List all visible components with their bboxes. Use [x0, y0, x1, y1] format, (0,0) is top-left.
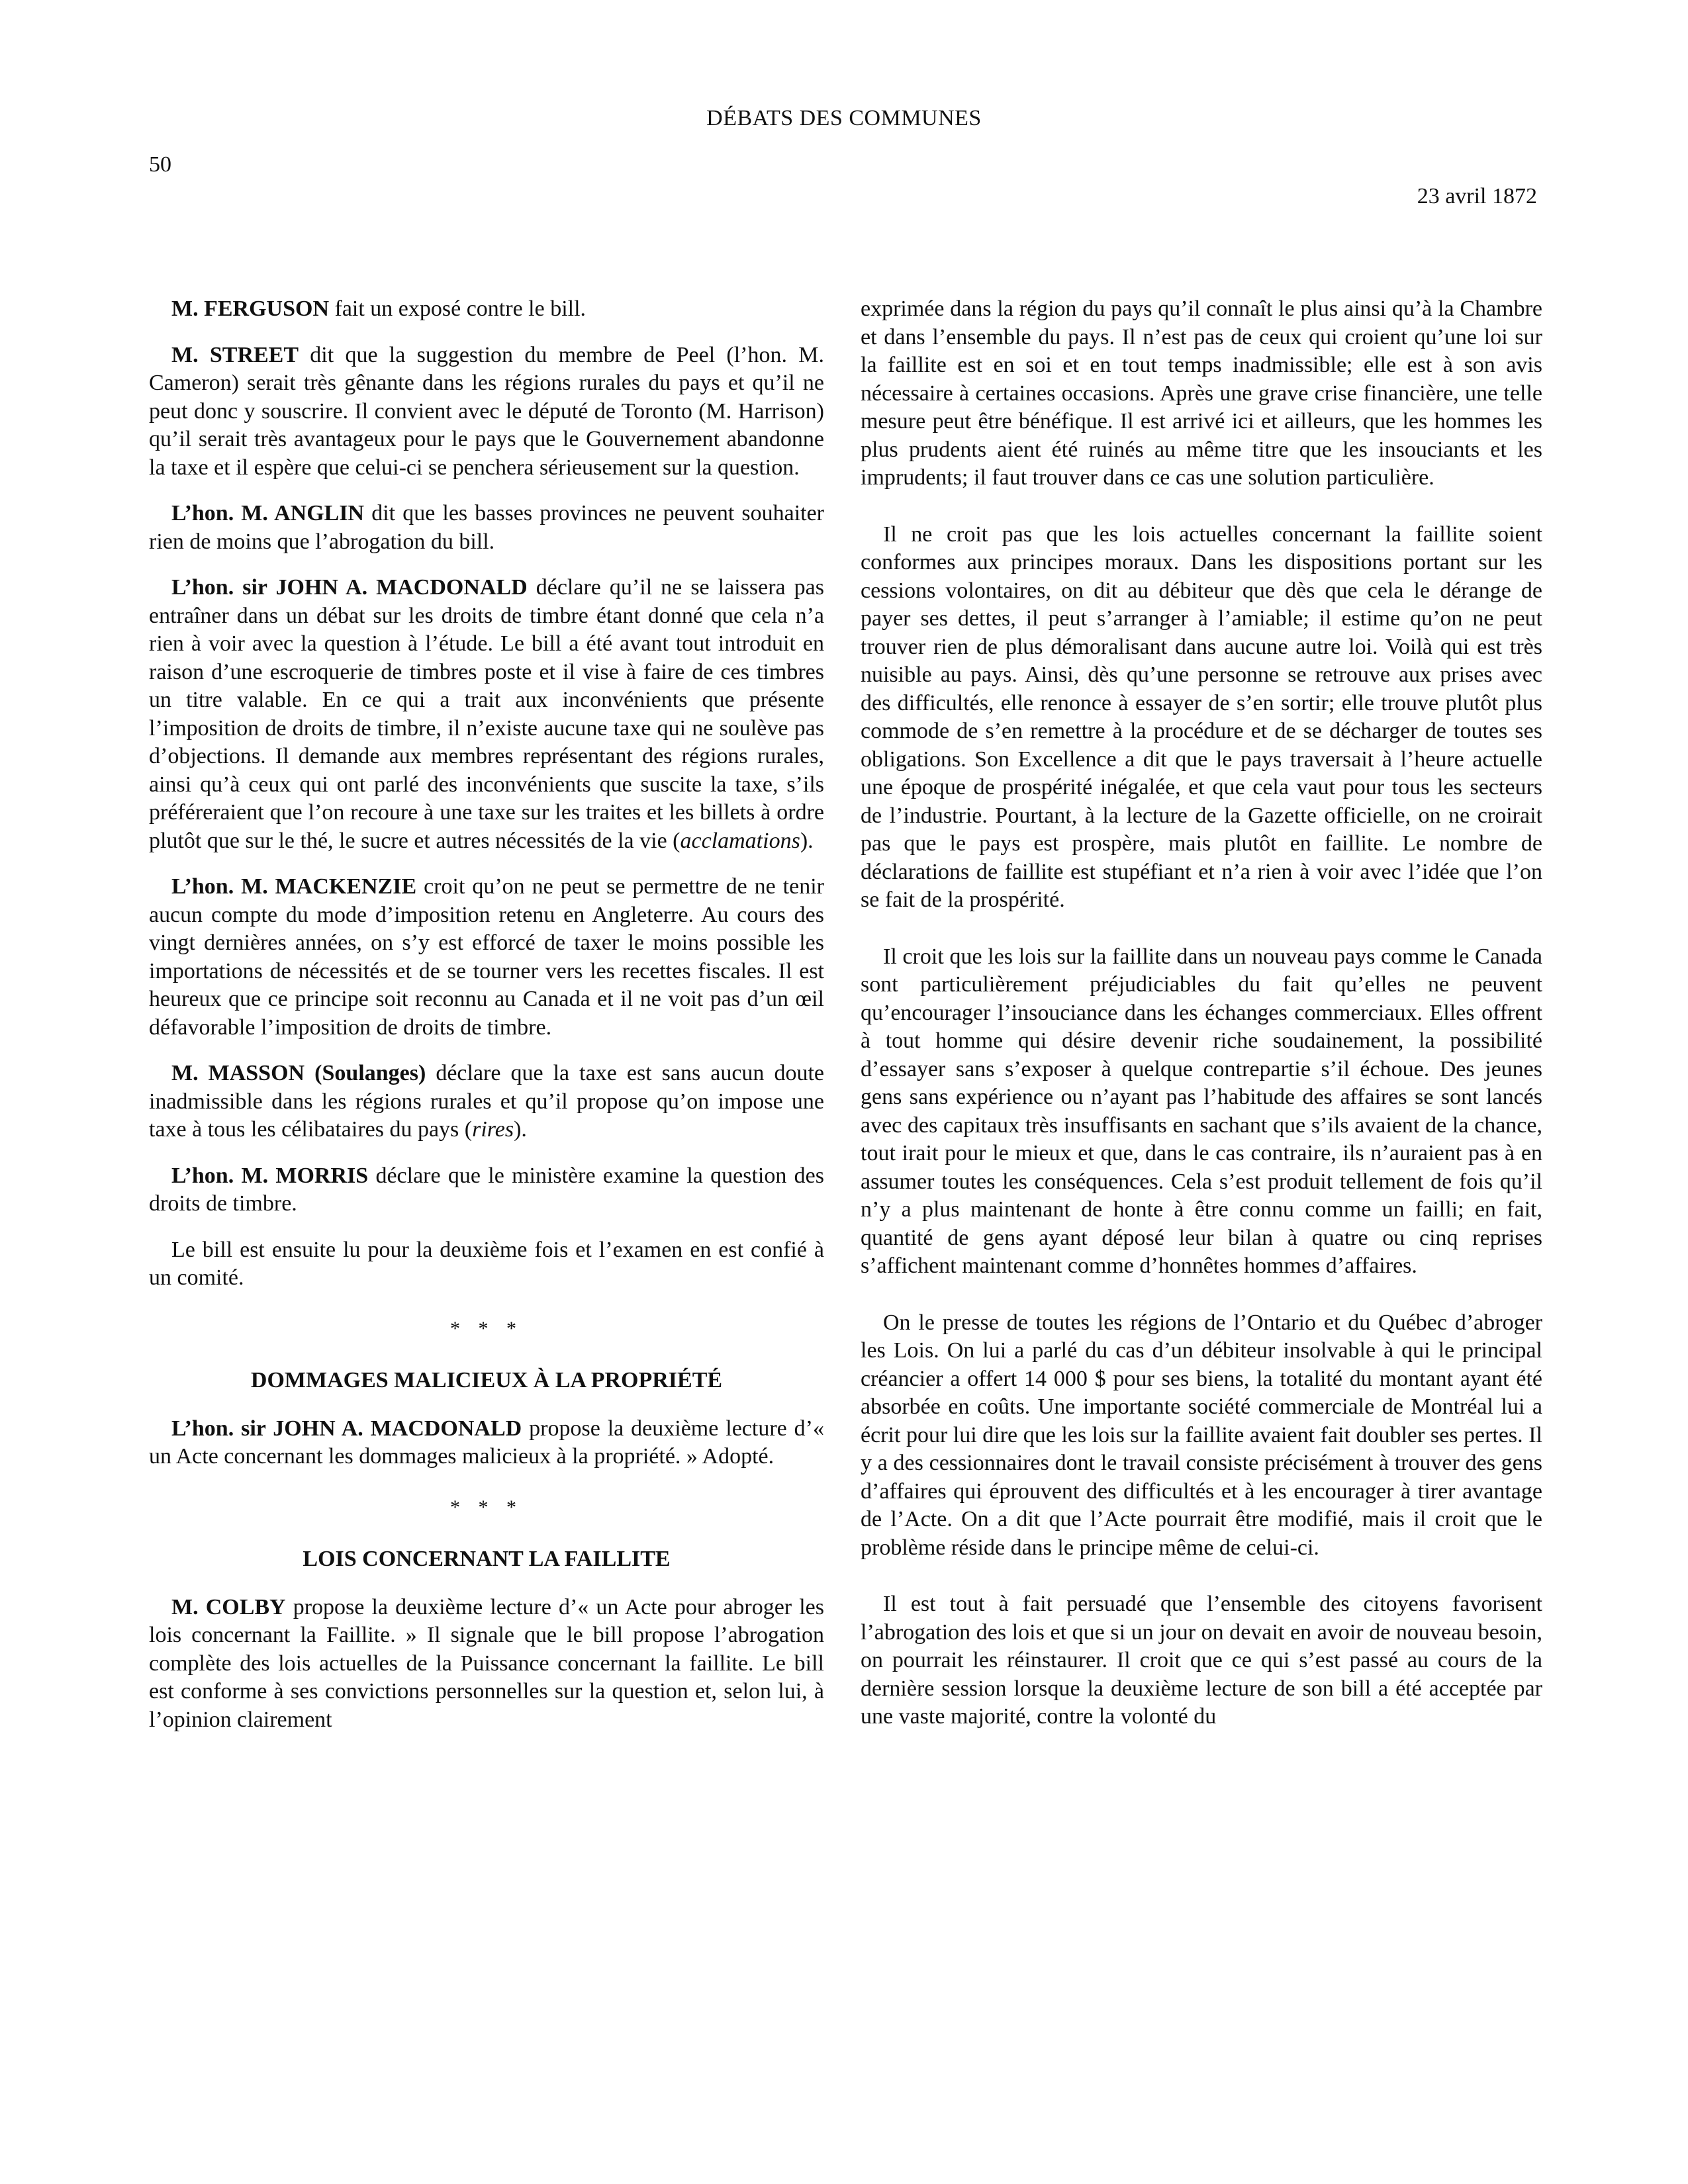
speech-text: déclare que le ministère examine la question des droits de timbre.: [149, 1163, 824, 1216]
paragraph: Il croit que les lois sur la faillite dans un nouveau pays comme le Canada sont particulièrement préjudiciables du fait qu’elles ne peuvent qu’encourager l’insouciance dans les échanges commerciaux. Elles offrent à tout homme qui désire devenir riche soudainement, la possibilité d’essayer sans s’exposer à quelque contrepartie s’il échoue. Des jeunes gens sans expérience ou n’ayant pas l’habitude des affaires se sont lancés avec des capitaux très insuffisants en sachant que s’ils avaient de la chance, tout irait pour le mieux et que, dans le cas contraire, ils n’auraient pas à en assumer toutes les conséquences. Cela s’est produit tellement de fois qu’il n’y a plus maintenant de honte à être connu comme un failli; en fait, quantité de gens ayant déposé leur bilan à quatre ou cinq reprises s’affichent maintenant comme d’honnêtes hommes d’affaires.: [861, 944, 1542, 1278]
paragraph: [149, 574, 824, 855]
speech-text: Le bill est ensuite lu pour la deuxième fois et l’examen en est confié à un comité.: [149, 1237, 824, 1290]
speech-text: fait un exposé contre le bill.: [329, 296, 586, 321]
stage-direction: rires: [472, 1117, 514, 1142]
section-heading: LOIS CONCERNANT LA FAILLITE: [303, 1547, 671, 1571]
speaker-name: L’hon. sir JOHN A. MACDONALD: [171, 1416, 522, 1441]
stage-direction: acclamations: [680, 828, 800, 853]
speaker-name: M. STREET: [171, 342, 299, 367]
speaker-name: L’hon. M. MORRIS: [171, 1163, 369, 1188]
speech-text: dit que la suggestion du membre de Peel (l’hon. M. Cameron) serait très gênante dans les régions rurales du pays et qu’il ne peut donc y souscrire. Il convient avec le député de Toronto (M. Harrison) qu’il serait très avantageux pour le pays que le Gouvernement abandonne la taxe et il espère que celui-ci se penchera sérieusement sur la question.: [149, 342, 824, 480]
paragraph: [149, 295, 824, 324]
speech-text: déclare que la taxe est sans aucun doute inadmissible dans les régions rurales et qu’il propose qu’on impose une taxe à tous les célibataires du pays (: [149, 1061, 824, 1142]
running-header-title: DÉBATS DES COMMUNES: [706, 106, 982, 130]
speaker-name: M. MASSON (Soulanges): [171, 1061, 426, 1085]
speaker-name: M. FERGUSON: [171, 296, 329, 321]
paragraph: Il ne croit pas que les lois actuelles concernant la faillite soient conformes aux principes moraux. Dans les dispositions portant sur les cessions volontaires, on dit au débiteur que dès que cela le dérange de payer ses dettes, il peut s’arranger à l’amiable; il estime qu’on ne peut trouver rien de plus démoralisant dans aucune autre loi. Voilà qui est très nuisible au pays. Ainsi, dès qu’une personne se retrouve aux prises avec des difficultés, elle renonce à essayer de s’en sortir; elle trouve plutôt plus commode de s’en remettre à la procédure et de se décharger de toutes ses obligations. Son Excellence a dit que le pays traversait à l’heure actuelle une époque de prospérité inégalée, et que cela vaut pour tous les secteurs de l’industrie. Pourtant, à la lecture de la Gazette officielle, on ne croirait pas que le pays est prospère, mais plutôt en faillite. Le nombre de déclarations de faillite est stupéfiant et n’a rien à voir avec l’idée que l’on se fait de la prospérité.: [861, 522, 1542, 912]
speech-text: déclare qu’il ne se laissera pas entraîner dans un débat sur les droits de timbre étant donné que cela n’a rien à voir avec la question à l’étude. Le bill a été avant tout introduit en raison d’une escroquerie de timbres poste et il vise à faire de ces timbres un titre valable. En ce qui a trait aux inconvénients que présente l’imposition de droits de timbre, il n’existe aucune taxe qui ne soulève pas d’objections. Il demande aux membres représentant des régions rurales, ainsi qu’à ceux qui ont parlé des inconvénients que suscite la taxe, s’ils préféreraient que l’on recoure à une taxe sur les traites et les billets à ordre plutôt que sur le thé, le sucre et autres nécessités de la vie (: [149, 575, 824, 853]
paragraph: [149, 1060, 824, 1144]
page-date: 23 avril 1872: [1417, 184, 1537, 208]
speech-text-tail: ).: [514, 1117, 527, 1142]
speech-text: dit que les basses provinces ne peuvent souhaiter rien de moins que l’abrogation du bill.: [149, 501, 825, 554]
left-column: [149, 295, 824, 1752]
paragraph: [149, 1415, 824, 1471]
paragraph: [149, 500, 824, 556]
section-separator: * * *: [450, 1317, 523, 1340]
speech-text: propose la deuxième lecture d’« un Acte pour abroger les lois concernant la Faillite. » Il signale que le bill propose l’abrogation complète des lois actuelles de la Puissance concernant la faillite. Le bill est conforme à ses convictions personnelles sur la question et, selon lui, à l’opinion clairement: [149, 1594, 824, 1732]
paragraph: Il est tout à fait persuadé que l’ensemble des citoyens favorisent l’abrogation des lois et que si un jour on devait en avoir de nouveau besoin, on pourrait les réinstaurer. Il croit que ce qui s’est passé au cours de la dernière session lorsque la deuxième lecture de son bill a été acceptée par une vaste majorité, contre la volonté du: [861, 1592, 1542, 1729]
paragraph: [149, 1236, 824, 1293]
paragraph: [149, 1162, 824, 1218]
speech-text: croit qu’on ne peut se permettre de ne tenir aucun compte du mode d’imposition retenu en Angleterre. Au cours des vingt dernières années, on s’y est efforcé de taxer le moins possible les importations de nécessités et de se tourner vers les recettes fiscales. Il est heureux que ce principe soit reconnu au Canada et il ne voit pas d’un œil défavorable l’imposition de droits de timbre.: [149, 874, 824, 1040]
paragraph: exprimée dans la région du pays qu’il connaît le plus ainsi qu’à la Chambre et dans l’ensemble du pays. Il n’est pas de ceux qui croient qu’une loi sur la faillite est en soi et en tout temps inadmissible; elle est à son avis nécessaire à certaines occasions. Après une grave crise financière, une telle mesure peut être bénéfique. Il est arrivé ici et ailleurs, que les hommes les plus prudents aient été ruinés au même titre que les insouciants et les imprudents; il faut trouver dans ce cas une solution particulière.: [861, 296, 1542, 490]
section-heading: DOMMAGES MALICIEUX À LA PROPRIÉTÉ: [250, 1368, 723, 1392]
section-separator: * * *: [450, 1496, 523, 1518]
paragraph: [149, 873, 824, 1042]
speaker-name: L’hon. sir JOHN A. MACDONALD: [171, 575, 528, 600]
page-number: 50: [149, 152, 171, 177]
right-column: [861, 295, 1542, 1760]
paragraph: [149, 1594, 824, 1735]
paragraph: On le presse de toutes les régions de l’Ontario et du Québec d’abroger les Lois. On lui a parlé du cas d’un débiteur insolvable à qui le principal créancier a offert 14 000 $ pour ses biens, la totalité du montant ayant été absorbée en coûts. Une importante société commerciale de Montréal lui a écrit pour lui dire que les lois sur la faillite avaient fait doubler ses pertes. Il y a des cessionnaires dont le travail consiste précisément à trouver des gens d’affaires qui éprouvent des difficultés et à les encourager à tirer avantage de l’Acte. On a dit que l’Acte pourrait être modifié, mais il croit que le problème réside dans le principe même de celui-ci.: [861, 1310, 1542, 1560]
speech-text: propose la deuxième lecture d’« un Acte concernant les dommages malicieux à la propriété. » Adopté.: [149, 1416, 825, 1469]
speaker-name: L’hon. M. MACKENZIE: [171, 874, 417, 899]
paragraph: [149, 341, 824, 482]
speaker-name: M. COLBY: [171, 1594, 286, 1619]
speech-text-tail: ).: [800, 828, 814, 853]
speaker-name: L’hon. M. ANGLIN: [171, 501, 365, 525]
